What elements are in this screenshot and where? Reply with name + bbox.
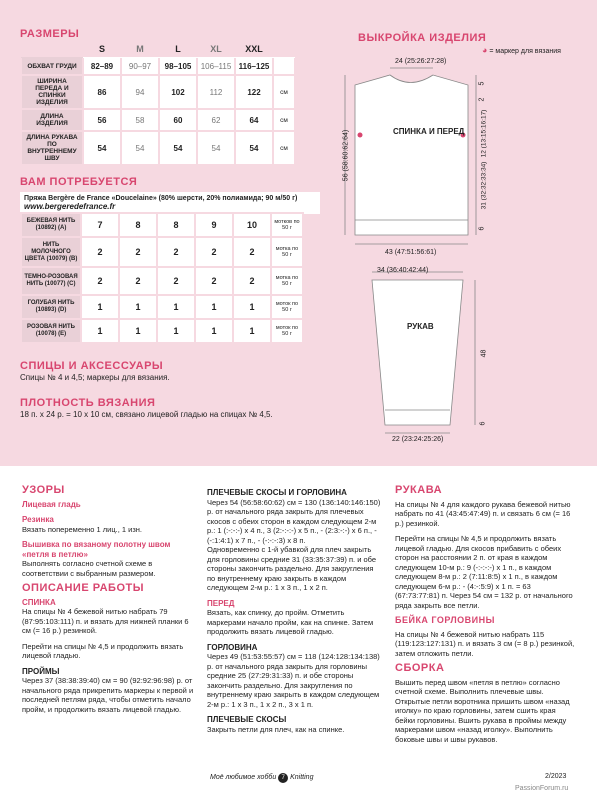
schema-body-label: СПИНКА И ПЕРЕД <box>393 127 465 136</box>
schema-title: ВЫКРОЙКА ИЗДЕЛИЯ <box>358 32 487 44</box>
cell: 54 <box>235 131 273 165</box>
cell: 54 <box>197 131 235 165</box>
cell: 2 <box>195 237 233 267</box>
schema-top: 24 (25:26:27:28) <box>395 58 447 65</box>
cell: 122 <box>235 75 273 109</box>
cell: 1 <box>119 295 157 319</box>
cell: 2 <box>119 237 157 267</box>
cell: 102 <box>159 75 197 109</box>
row-label: ДЛИНА ИЗДЕЛИЯ <box>21 109 83 131</box>
neckband-heading: БЕЙКА ГОРЛОВИНЫ <box>395 615 495 625</box>
yarn-box <box>20 192 320 214</box>
row-label: РОЗОВАЯ НИТЬ (10078) (Е) <box>21 319 81 343</box>
subheading: ГОРЛОВИНА <box>207 642 258 652</box>
column-3 <box>395 486 575 750</box>
yarn-site: www.bergeredefrance.fr <box>24 202 116 211</box>
size-xxl: XXL <box>245 44 263 54</box>
cell: 2 <box>157 267 195 295</box>
yarn-text: Пряжа Bergère de France «Doucelaine» (80% шерсти, 20% полиамида; 90 м/50 г) <box>24 195 298 202</box>
page-number: 7 <box>278 773 288 783</box>
cell: 1 <box>233 295 271 319</box>
cell: 1 <box>81 319 119 343</box>
cell: 116–125 <box>235 57 273 75</box>
schema-s6: 6 <box>479 421 487 426</box>
needles-title: СПИЦЫ И АКСЕССУАРЫ <box>20 360 164 372</box>
cell: 64 <box>235 109 273 131</box>
materials-title: ВАМ ПОТРЕБУЕТСЯ <box>20 176 138 188</box>
cell: 94 <box>121 75 159 109</box>
cell: 56 <box>83 109 121 131</box>
paragraph: На спицы № 4 для каждого рукава бежевой нитью набрать по 41 (43:45:47:49) п. и связать 6 см (= 16 р.) резинкой. <box>395 499 571 528</box>
cell: 2 <box>157 237 195 267</box>
schema-sleeve-bottom: 22 (23:24:25:26) <box>392 436 444 443</box>
unit: моток по 50 г <box>271 319 303 343</box>
magazine-name: Моё любимое хобби <box>210 774 277 781</box>
cell: 2 <box>81 267 119 295</box>
schema-s48: 48 <box>480 349 488 358</box>
paragraph: Выполнять согласно счетной схеме в соответствии с выбранным размером. <box>22 559 156 578</box>
subheading: ПЛЕЧЕВЫЕ СКОСЫ <box>207 715 287 724</box>
needles-text: Спицы № 4 и 4,5; маркеры для вязания. <box>20 373 170 382</box>
cell: 1 <box>195 295 233 319</box>
paragraph: Через 54 (56:58:60:62) см = 130 (136:140:146:150) р. от начального ряда закрыть для плечевых скосов с обеих сторон в каждом следующем 2-м р.: 1 (:-:-:-) х 4 п., 3 (2:-:-:-) х 5 п., - (2:3:-:-) х 6 п., - (-:1:4:1) х 7 п., - (-:-:-:3) х 8 п. <box>207 497 381 545</box>
cell: 54 <box>83 131 121 165</box>
paragraph: Вязать попеременно 1 лиц., 1 изн. <box>22 524 142 534</box>
footer-mag <box>210 773 313 783</box>
unit: см <box>273 109 295 131</box>
cell: 9 <box>195 213 233 237</box>
schema-r5: 6 <box>478 226 486 231</box>
cell: 1 <box>233 319 271 343</box>
cell: 98–105 <box>159 57 197 75</box>
size-m: M <box>136 44 144 54</box>
schema-r4: 31 (32:32:33:34) <box>480 161 488 210</box>
unit: см <box>273 75 295 109</box>
paragraph: Перейти на спицы № 4,5 и продолжить вязать лицевой гладью. Для скосов прибавить с обеих сторон на расстоянии 2 п. от края в каждом следующем 10-м р.: 9 (-:-:-:-) х 1 п., в каждом следующем 8-м р.: 2 (7:11:8:5) х 1 п., в каждом следующем 6-м р.: - (4:-:5:9) х 1 п. = 63 (67:73:77:81) п. Через 54 см = 132 р. от начального ряда закрыть все петли. <box>395 534 573 610</box>
subheading: ПЕРЕД <box>207 598 235 608</box>
row-label: ГОЛУБАЯ НИТЬ (10893) (D) <box>21 295 81 319</box>
size-l: L <box>175 44 181 54</box>
size-xl: XL <box>210 44 222 54</box>
cell: 86 <box>83 75 121 109</box>
cell: 1 <box>195 319 233 343</box>
unit: мотков по 50 г <box>271 213 303 237</box>
patterns-heading: УЗОРЫ <box>22 484 65 496</box>
paragraph: Перейти на спицы № 4,5 и продолжить вязать лицевой гладью. <box>22 641 184 660</box>
schema-sleeve-label: РУКАВ <box>407 322 434 331</box>
sizes-table <box>20 40 296 166</box>
paragraph: Вязать, как спинку, до пройм. Отметить маркерами начало пройм, как на спинке. Затем продолжить вязать лицевой гладью. <box>207 608 374 636</box>
cell: 112 <box>197 75 235 109</box>
cell: 106–115 <box>197 57 235 75</box>
subheading: ПЛЕЧЕВЫЕ СКОСЫ И ГОРЛОВИНА <box>207 488 347 497</box>
subheading: ПРОЙМЫ <box>22 666 60 676</box>
paragraph: Через 49 (51:53:55:57) см = 118 (124:128:134:138) р. от начального ряда закрыть для горловины средние 25 (27:29:31:33) п. и обе стороны закончить раздельно. Для закругления по внутреннему краю закрыть в каждом следующем 2-м р.: 1 х 3 п., 1 х 2 п., 3 х 1 п. <box>207 652 380 709</box>
cell: 62 <box>197 109 235 131</box>
assembly-heading: СБОРКА <box>395 662 445 674</box>
column-2 <box>207 486 382 740</box>
unit: мотка по 50 г <box>271 267 303 295</box>
row-label: ДЛИНА РУКАВА ПО ВНУТРЕННЕМУ ШВУ <box>21 131 83 165</box>
size-s: S <box>98 44 105 54</box>
cell: 54 <box>159 131 197 165</box>
schema-left: 56 (58:60:62:64) <box>342 129 350 182</box>
footer-site: PassionForum.ru <box>515 785 569 792</box>
density-title: ПЛОТНОСТЬ ВЯЗАНИЯ <box>20 397 156 409</box>
schema-r2: 2 <box>478 97 486 102</box>
cell: 82–89 <box>83 57 121 75</box>
marker-icon: ◕ <box>482 45 488 55</box>
schema-r3: 12 (13:15:16:17) <box>480 109 488 158</box>
cell: 8 <box>157 213 195 237</box>
yarn-table <box>20 212 304 344</box>
work-heading: ОПИСАНИЕ РАБОТЫ <box>22 582 144 594</box>
cell: 2 <box>233 237 271 267</box>
schema-bottom: 43 (47:51:56:61) <box>385 249 437 256</box>
cell: 54 <box>121 131 159 165</box>
marker-text: = маркер для вязания <box>489 48 561 55</box>
cell: 8 <box>119 213 157 237</box>
sizes-title: РАЗМЕРЫ <box>20 28 80 40</box>
cell: 60 <box>159 109 197 131</box>
row-label: ОБХВАТ ГРУДИ <box>21 57 83 75</box>
unit: мотка по 50 г <box>271 237 303 267</box>
subheading: Лицевая гладь <box>22 499 81 509</box>
sleeves-heading: РУКАВА <box>395 484 443 496</box>
cell: 1 <box>81 295 119 319</box>
cell: 90–97 <box>121 57 159 75</box>
cell: 2 <box>81 237 119 267</box>
subheading: СПИНКА <box>22 597 56 607</box>
cell: 2 <box>119 267 157 295</box>
brand: Knitting <box>290 774 314 781</box>
subheading: Вышивка по вязаному полотну швом «петля в петлю» <box>22 540 171 559</box>
column-1 <box>22 486 197 720</box>
cell: 1 <box>119 319 157 343</box>
paragraph: Через 37 (38:38:39:40) см = 90 (92:92:96:98) р. от начального ряда прикрепить маркеры к первой и последней петлям ряда, чтобы отметить начало пройм, и продолжить вязать лицевой гладью. <box>22 676 194 714</box>
paragraph: Вышить перед швом «петля в петлю» согласно счетной схеме. Выполнить плечевые швы. Открытые петли воротника пришить швом «назад иголку» по краю горловины, затем сшить края бейки горловины. Вшить рукава в проймы между маркерами швом «назад иголку». Выполнить боковые швы и швы рукавов. <box>395 677 570 744</box>
cell: 2 <box>233 267 271 295</box>
unit: см <box>273 131 295 165</box>
subheading: Резинка <box>22 515 54 524</box>
footer-date: 2/2023 <box>545 773 567 780</box>
row-label: БЕЖЕВАЯ НИТЬ (10892) (А) <box>21 213 81 237</box>
unit: моток по 50 г <box>271 295 303 319</box>
cell: 58 <box>121 109 159 131</box>
row-label: НИТЬ МОЛОЧНОГО ЦВЕТА (10079) (В) <box>21 237 81 267</box>
cell: 2 <box>195 267 233 295</box>
density-text: 18 п. х 24 р. = 10 х 10 см, связано лицевой гладью на спицах № 4,5. <box>20 410 273 419</box>
schema-sleeve-top: 34 (36:40:42:44) <box>377 267 429 274</box>
paragraph: На спицы № 4 бежевой нитью набрать 79 (87:95:103:111) п. и вязать для нижней планки 6 см (= 16 р.) резинкой. <box>22 607 189 635</box>
row-label: ШИРИНА ПЕРЕДА И СПИНКИ ИЗДЕЛИЯ <box>21 75 83 109</box>
cell: 7 <box>81 213 119 237</box>
row-label: ТЕМНО-РОЗОВАЯ НИТЬ (10077) (С) <box>21 267 81 295</box>
pattern-diagram <box>330 30 530 440</box>
cell: 1 <box>157 295 195 319</box>
cell: 10 <box>233 213 271 237</box>
cell: 1 <box>157 319 195 343</box>
paragraph: На спицы № 4 бежевой нитью набрать 115 (119:123:127:131) п. и вязать 3 см (= 8 р.) резинкой, затем отложить петли. <box>395 629 575 658</box>
marker-dot-left <box>358 133 363 138</box>
paragraph: Закрыть петли для плеч, как на спинке. <box>207 724 345 734</box>
paragraph: Одновременно с 1-й убавкой для плеч закрыть для горловины средние 31 (33:35:37:39) п. и обе стороны закончить раздельно. Для закругления по внутреннему краю закрыть в каждом следующем 2-м р.: 1 х 3 п., 1 х 2 п. <box>207 545 377 592</box>
schema-r1: 5 <box>478 81 486 86</box>
